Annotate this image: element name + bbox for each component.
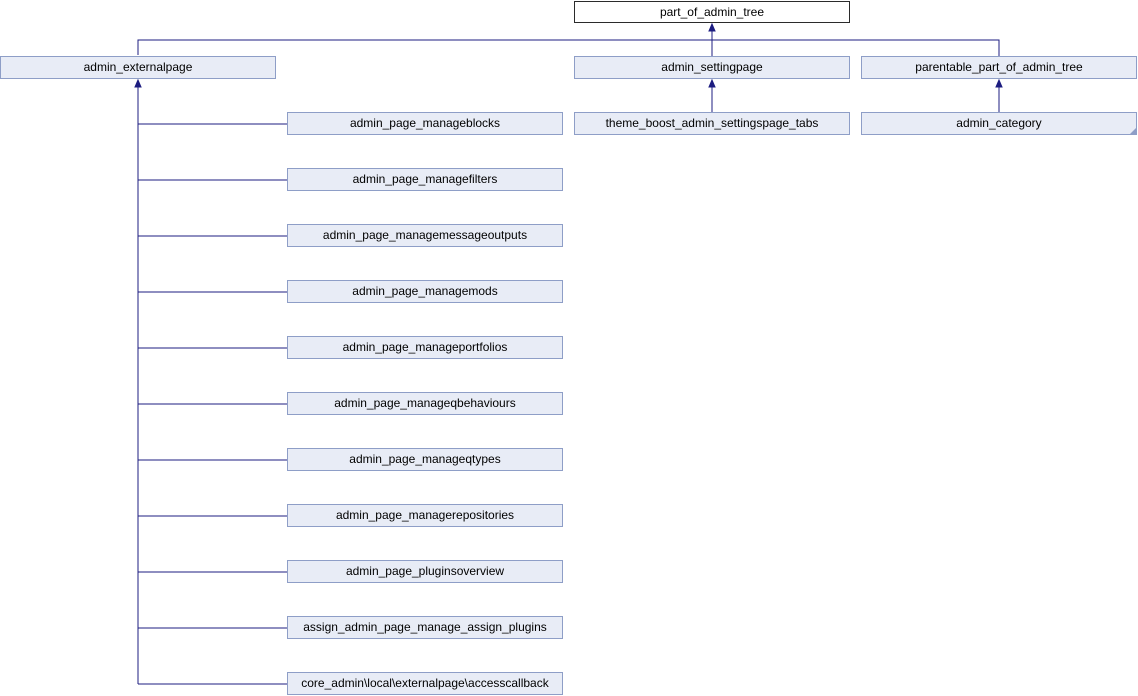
node-external-child[interactable] xyxy=(287,560,563,583)
edge-root-bus xyxy=(138,40,999,56)
arrowhead-setting xyxy=(709,80,715,87)
node-label: admin_page_manageqbehaviours xyxy=(334,396,516,410)
node-external-child[interactable] xyxy=(287,112,563,135)
node-external-child[interactable] xyxy=(287,336,563,359)
node-label: admin_category xyxy=(956,116,1042,130)
node-label: admin_page_manageportfolios xyxy=(342,340,508,354)
node-external-child[interactable] xyxy=(287,224,563,247)
node-label: admin_page_managemods xyxy=(352,284,498,298)
arrowhead-root xyxy=(709,24,715,31)
node-admin-externalpage[interactable] xyxy=(0,56,276,79)
node-label: admin_page_manageblocks xyxy=(349,116,501,130)
node-label: assign_admin_page_manage_assign_plugins xyxy=(303,620,547,634)
node-label: parentable_part_of_admin_tree xyxy=(915,60,1083,74)
node-external-child[interactable] xyxy=(287,280,563,303)
node-label: admin_page_managerepositories xyxy=(335,508,515,522)
node-admin-category[interactable] xyxy=(861,112,1137,135)
node-external-child[interactable] xyxy=(287,672,563,695)
arrowhead-external xyxy=(135,80,141,87)
node-external-child[interactable] xyxy=(287,448,563,471)
node-parentable-part-of-admin-tree[interactable] xyxy=(861,56,1137,79)
node-external-child[interactable] xyxy=(287,392,563,415)
node-theme-boost-admin-settingspage-tabs[interactable] xyxy=(574,112,850,135)
node-label: admin_externalpage xyxy=(83,60,193,74)
node-label: admin_page_manageqtypes xyxy=(349,452,501,466)
node-label: theme_boost_admin_settingspage_tabs xyxy=(605,116,819,130)
node-label: part_of_admin_tree xyxy=(659,5,765,19)
node-external-child[interactable] xyxy=(287,168,563,191)
node-label: admin_page_pluginsoverview xyxy=(345,564,505,578)
node-external-child[interactable] xyxy=(287,504,563,527)
node-external-child[interactable] xyxy=(287,616,563,639)
more-children-indicator-icon xyxy=(1130,128,1136,134)
node-label: admin_page_managemessageoutputs xyxy=(322,228,528,242)
node-part-of-admin-tree[interactable] xyxy=(574,1,850,23)
node-admin-settingpage[interactable] xyxy=(574,56,850,79)
node-label: admin_settingpage xyxy=(661,60,763,74)
arrowhead-parentable xyxy=(996,80,1002,87)
node-label: core_admin\local\externalpage\accesscallback xyxy=(301,676,549,690)
node-label: admin_page_managefilters xyxy=(352,172,498,186)
